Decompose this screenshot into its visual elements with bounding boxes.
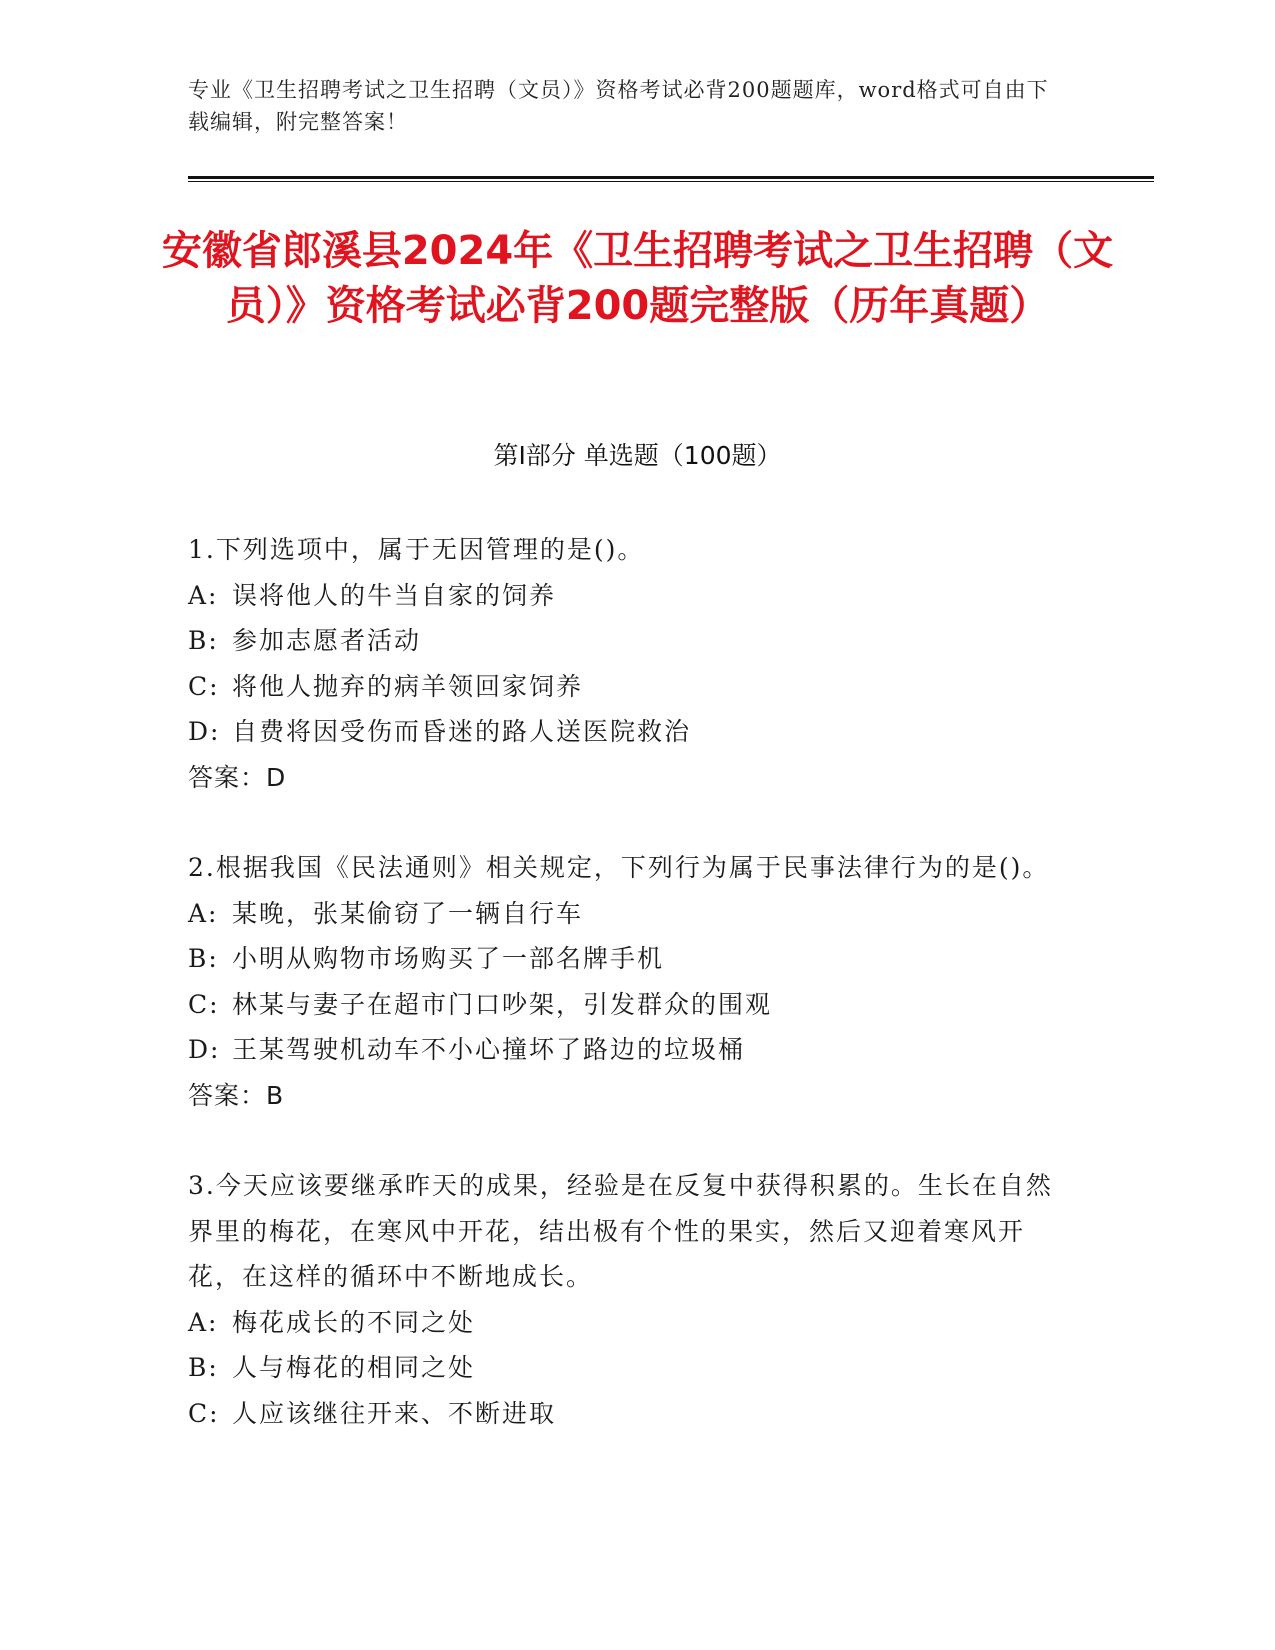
option-key: A: — [188, 898, 219, 928]
option-text: 小明从购物市场购买了一部名牌手机 — [232, 944, 665, 973]
option-c — [188, 1391, 1068, 1437]
header-divider-thin — [188, 181, 1154, 182]
option-text: 将他人抛弃的病羊领回家饲养 — [232, 671, 584, 701]
option-text: 自费将因受伤而昏迷的路人送医院救治 — [232, 717, 692, 746]
option-a — [188, 1300, 1068, 1346]
question-stem: 2.根据我国《民法通则》相关规定，下列行为属于民事法律行为的是()。 — [188, 853, 1050, 882]
option-key: A: — [188, 1307, 219, 1337]
option-key: B: — [188, 626, 219, 655]
question-3 — [188, 1163, 1068, 1436]
option-key: C: — [188, 1398, 220, 1428]
option-text: 误将他人的牛当自家的饲养 — [232, 580, 557, 610]
option-d — [188, 1027, 1068, 1073]
question-stem: 1.下列选项中，属于无因管理的是()。 — [188, 535, 645, 564]
option-text: 参加志愿者活动 — [232, 626, 422, 655]
answer: 答案：B — [188, 1080, 285, 1110]
option-a — [188, 891, 1068, 937]
option-text: 梅花成长的不同之处 — [232, 1307, 476, 1337]
question-list — [188, 527, 1068, 1481]
option-b — [188, 936, 1068, 982]
option-key: D: — [188, 1035, 221, 1064]
option-c — [188, 664, 1068, 710]
header-note: 专业《卫生招聘考试之卫生招聘（文员）》资格考试必背200题题库，word格式可自由下载编辑，附完整答案！ — [188, 78, 1049, 134]
option-b — [188, 618, 1068, 664]
answer: 答案：D — [188, 762, 287, 792]
option-text: 人应该继往开来、不断进取 — [232, 1398, 557, 1428]
option-d — [188, 709, 1068, 755]
option-text: 某晚，张某偷窃了一辆自行车 — [232, 898, 584, 928]
option-key: B: — [188, 944, 219, 973]
option-key: C: — [188, 671, 220, 701]
option-text: 人与梅花的相同之处 — [232, 1353, 476, 1382]
question-2 — [188, 845, 1068, 1118]
option-key: C: — [188, 989, 220, 1019]
header-divider-thick — [188, 176, 1154, 179]
option-text: 林某与妻子在超市门口吵架，引发群众的围观 — [232, 989, 773, 1019]
document-title: 安徽省郎溪县2024年《卫生招聘考试之卫生招聘（文员）》资格考试必背200题完整版（历年真题） — [161, 228, 1114, 329]
option-key: A: — [188, 580, 219, 610]
option-a — [188, 573, 1068, 619]
option-b — [188, 1345, 1068, 1391]
question-stem: 3.今天应该要继承昨天的成果，经验是在反复中获得积累的。生长在自然界里的梅花，在寒风中开花，结出极有个性的果实，然后又迎着寒风开花，在这样的循环中不断地成长。 — [188, 1171, 1053, 1291]
option-key: B: — [188, 1353, 219, 1382]
option-key: D: — [188, 717, 221, 746]
section-title: 第Ⅰ部分 单选题（100题） — [493, 441, 782, 470]
question-1 — [188, 527, 1068, 800]
option-c — [188, 982, 1068, 1028]
option-text: 王某驾驶机动车不小心撞坏了路边的垃圾桶 — [232, 1035, 746, 1064]
